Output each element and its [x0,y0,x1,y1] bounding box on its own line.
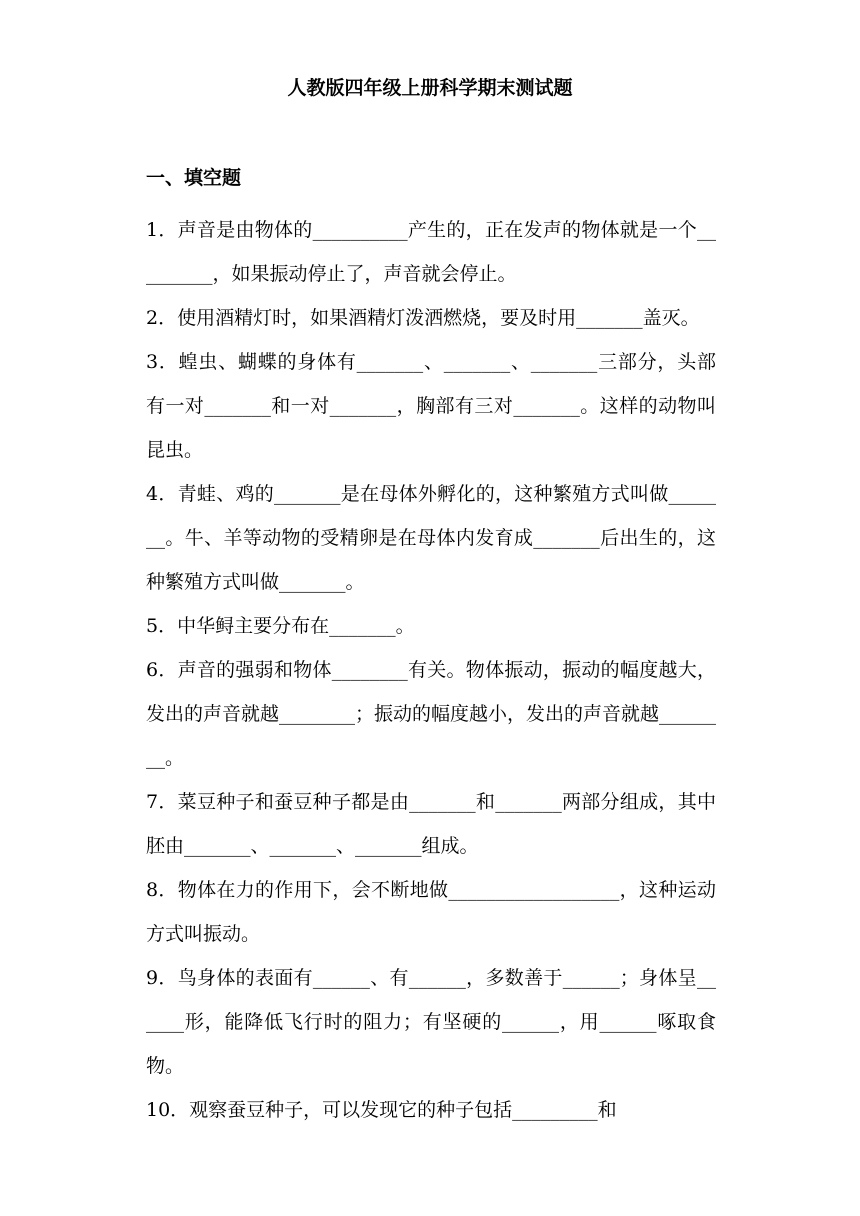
section-heading: 一、填空题 [146,167,242,189]
question-9: 9．鸟身体的表面有______、有______，多数善于______；身体呈______形，能降低飞行时的阻力；有坚硬的______，用______啄取食物。 [146,967,716,1077]
question-2: 2．使用酒精灯时，如果酒精灯泼洒燃烧，要及时用_______盖灭。 [146,307,700,329]
question-1: 1．声音是由物体的__________产生的，正在发声的物体就是一个_________，如果振动停止了，声音就会停止。 [146,219,716,285]
question-8: 8．物体在力的作用下，会不断地做__________________，这种运动方式叫振动。 [146,879,716,945]
question-7: 7．菜豆种子和蚕豆种子都是由_______和_______两部分组成，其中胚由_______、_______、_______组成。 [146,791,716,857]
question-3: 3．蝗虫、蝴蝶的身体有_______、_______、_______三部分，头部有一对_______和一对_______，胸部有三对_______。这样的动物叫昆虫。 [146,351,716,461]
question-5: 5．中华鲟主要分布在_______。 [146,615,415,637]
question-list [146,208,716,1132]
question-4: 4．青蛙、鸡的_______是在母体外孵化的，这种繁殖方式叫做_______。牛、羊等动物的受精卵是在母体内发育成_______后出生的，这种繁殖方式叫做_______。 [146,483,716,593]
document-title: 人教版四年级上册科学期末测试题 [287,77,573,99]
question-10: 10．观察蚕豆种子，可以发现它的种子包括_________和 [146,1099,617,1121]
question-6: 6．声音的强弱和物体________有关。物体振动，振动的幅度越大，发出的声音就越________；振动的幅度越小，发出的声音就越________。 [146,659,717,769]
